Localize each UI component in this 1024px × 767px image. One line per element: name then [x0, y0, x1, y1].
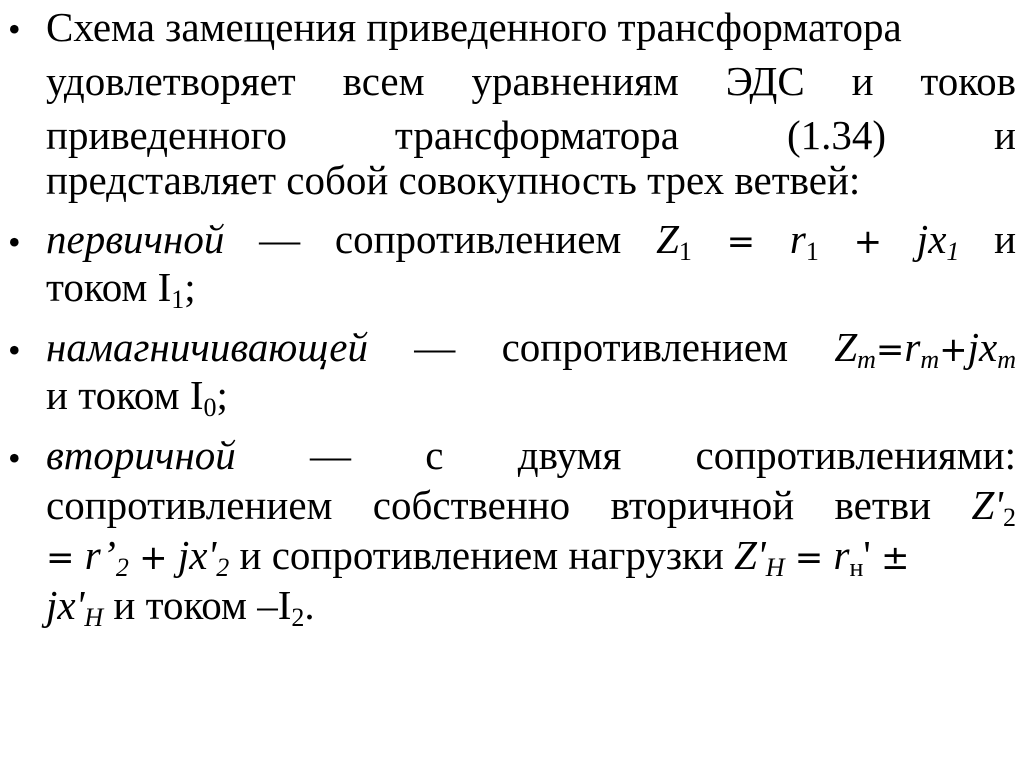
bullet: •: [8, 438, 21, 478]
secondary-line-1: вторичной — с двумя сопротивлениями:: [46, 432, 1016, 478]
branch-name-magnetizing: намагничивающей: [46, 324, 368, 370]
magnetizing-line-2: и током $I_0$;: [46, 372, 228, 422]
primary-line-2: током $I_1$;: [46, 264, 196, 314]
intro-line-4: представляет собой совокупность трех ветвей:: [46, 157, 861, 203]
bullet: •: [8, 222, 21, 262]
intro-line-1: Схема замещения приведенного трансформатора: [46, 4, 902, 50]
formula-z1: $Z_1$: [656, 216, 692, 266]
formula-zm: $Z_m=r_m+jx_m$: [834, 324, 1017, 374]
branch-name-primary: первичной: [46, 216, 225, 262]
branch-name-secondary: вторичной: [46, 432, 236, 478]
formula-z2: $Z'_2$: [971, 482, 1017, 532]
magnetizing-line-1: намагничивающей — сопротивлением $Z_m=r_m+jx_m$: [46, 324, 1017, 374]
intro-line-3: приведенного трансформатора (1.34) и: [46, 112, 1016, 158]
primary-line-1: первичной — сопротивлением $Z_1 = r_1 + jx_1$ и: [46, 216, 1017, 266]
bullet: •: [8, 330, 21, 370]
secondary-line-4: $jx'_Н$ и током $-I_2$.: [46, 582, 315, 632]
bullet: •: [8, 9, 21, 49]
intro-line-2: удовлетворяет всем уравнениям ЭДС и токов: [46, 58, 1016, 104]
secondary-line-3: = $r’_2 + jx'_2$ и сопротивлением нагрузки $Z'_Н = r_н'$ ±: [46, 532, 910, 582]
secondary-line-2: сопротивлением собственно вторичной ветви $Z'_2$: [46, 482, 1017, 532]
